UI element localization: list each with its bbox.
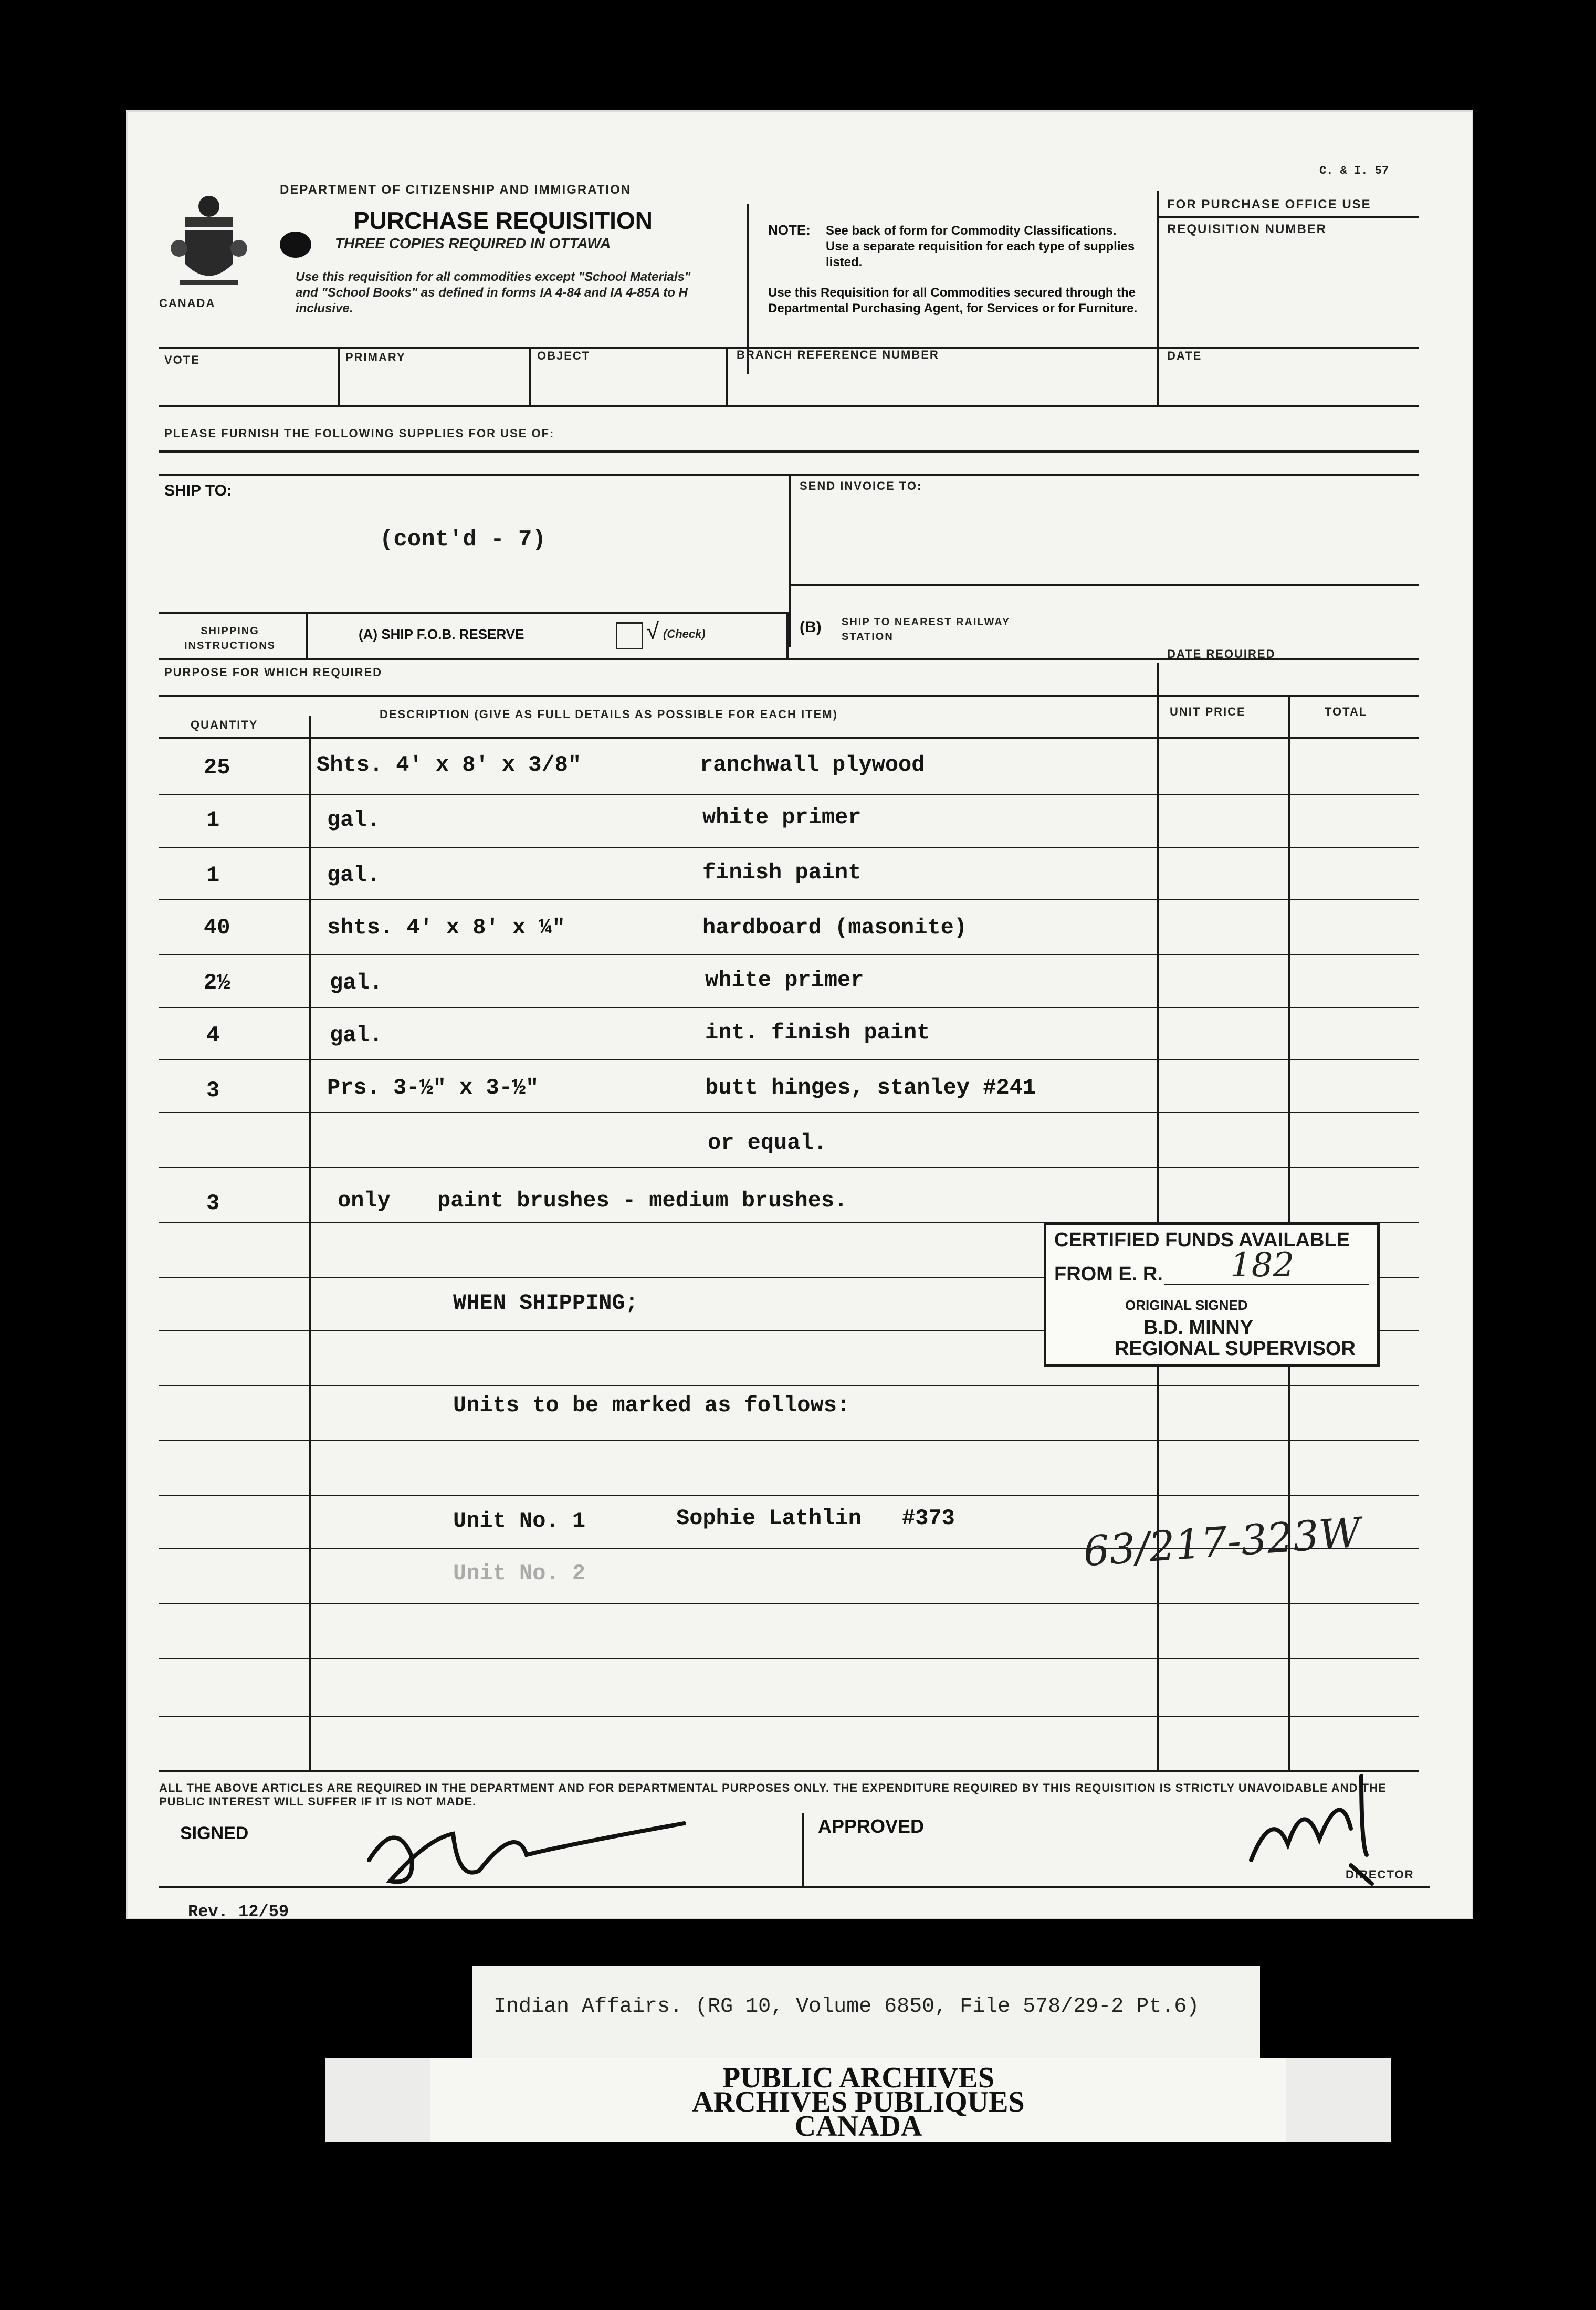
row-unit: gal. — [330, 1023, 383, 1048]
signature-icon — [348, 1792, 716, 1897]
approval-initials-icon — [1241, 1766, 1409, 1892]
furnish-label: PLEASE FURNISH THE FOLLOWING SUPPLIES FOR USE OF: — [164, 427, 555, 440]
row-item: finish paint — [702, 860, 862, 885]
branch-reference-label: BRANCH REFERENCE NUMBER — [737, 348, 939, 361]
canada-coat-of-arms-icon — [170, 191, 248, 290]
stamp-line-3: ORIGINAL SIGNED — [1125, 1297, 1248, 1313]
row-quantity: 3 — [206, 1078, 220, 1103]
unit-1-name: Sophie Lathlin — [676, 1506, 862, 1531]
archives-line-2: ARCHIVES PUBLIQUES — [692, 2086, 1025, 2118]
row-item: or equal. — [708, 1130, 827, 1156]
row-quantity: 1 — [206, 863, 220, 888]
note-text-2: Use this Requisition for all Commodities secured through the Departmental Purchasing Agent, for Services or for Furniture. — [768, 286, 1138, 316]
row-quantity: 3 — [206, 1191, 220, 1216]
department-name: DEPARTMENT OF CITIZENSHIP AND IMMIGRATION — [280, 183, 632, 197]
check-mark: √ — [646, 618, 659, 644]
row-item: hardboard (masonite) — [702, 915, 968, 940]
unit-1-number: #373 — [902, 1506, 955, 1531]
unit-price-header: UNIT PRICE — [1170, 705, 1246, 718]
vote-label: VOTE — [164, 353, 200, 366]
archives-line-3: CANADA — [794, 2110, 922, 2143]
country-label: CANADA — [159, 297, 216, 310]
row-item: ranchwall plywood — [700, 752, 925, 778]
purchase-office-use: FOR PURCHASE OFFICE USE — [1167, 197, 1371, 212]
shipping-instructions-label: SHIPPING INSTRUCTIONS — [184, 625, 276, 652]
row-unit: gal. — [330, 970, 383, 995]
revision-label: Rev. 12/59 — [188, 1902, 289, 1922]
director-label: DIRECTOR — [1346, 1868, 1414, 1881]
declaration: ALL THE ABOVE ARTICLES ARE REQUIRED IN THE DEPARTMENT AND FOR DEPARTMENTAL PURPOSES ONLY. THE EXPENDITURE REQUIRED BY THIS REQUISITION IS STRICTLY UNAVOIDABLE AND THE PUBLIC INTEREST WILL SUFFER IF IT IS NOT MADE. — [159, 1781, 1387, 1808]
date-label: DATE — [1167, 349, 1202, 362]
row-unit: only — [338, 1188, 391, 1213]
row-item: white primer — [702, 805, 862, 830]
option-b-label: SHIP TO NEAREST RAILWAY STATION — [842, 616, 1010, 643]
row-quantity: 40 — [204, 915, 230, 940]
row-item: butt hinges, stanley #241 — [705, 1075, 1036, 1100]
check-label: (Check) — [663, 627, 706, 640]
object-label: OBJECT — [537, 349, 591, 362]
archive-reference-text: Indian Affairs. (RG 10, Volume 6850, File 578/29-2 Pt.6) — [494, 1995, 1200, 2019]
units-marked-note: Units to be marked as follows: — [453, 1393, 850, 1418]
row-item: paint brushes - medium brushes. — [437, 1188, 848, 1213]
stamp-line-2: FROM E. R. — [1054, 1263, 1163, 1285]
row-quantity: 1 — [206, 807, 220, 833]
purpose-label: PURPOSE FOR WHICH REQUIRED — [164, 666, 383, 679]
handwritten-reference: 63/217-323W — [1082, 1509, 1363, 1576]
shipping-heading: WHEN SHIPPING; — [453, 1290, 638, 1316]
unit-2-struck: Unit No. 2 — [453, 1561, 586, 1586]
primary-label: PRIMARY — [345, 351, 406, 364]
usage-note: Use this requisition for all commodities except "School Materials" and "School Books" as defined in forms IA 4-84 and IA 4-85A to H inclusive. — [296, 270, 691, 316]
fob-reserve-checkbox[interactable] — [616, 622, 643, 649]
note-text-1: See back of form for Commodity Classifications. Use a separate requisition for each type of supplies listed. — [826, 224, 1135, 269]
requisition-form — [126, 110, 1473, 1922]
row-unit: Shts. 4' x 8' x 3/8" — [317, 752, 582, 778]
signed-label: SIGNED — [180, 1823, 249, 1843]
stamp-line-4: B.D. MINNY — [1143, 1317, 1253, 1339]
row-item: int. finish paint — [705, 1020, 930, 1045]
row-unit: shts. 4' x 8' x ¼" — [327, 915, 565, 940]
archive-reference-label — [472, 1966, 1260, 2061]
ship-to-value: (cont'd - 7) — [380, 527, 546, 553]
row-unit: gal. — [327, 807, 380, 833]
description-header: DESCRIPTION (GIVE AS FULL DETAILS AS POSSIBLE FOR EACH ITEM) — [380, 708, 838, 721]
send-invoice-label: SEND INVOICE TO: — [800, 479, 922, 492]
row-quantity: 2½ — [204, 970, 230, 995]
stamp-er-number: 182 — [1230, 1246, 1295, 1285]
option-b-letter: (B) — [800, 618, 822, 636]
stamp-line-1: CERTIFIED FUNDS AVAILABLE — [1054, 1229, 1350, 1251]
date-required-label: DATE REQUIRED — [1167, 647, 1276, 660]
ink-blot — [280, 232, 311, 258]
note-label: NOTE: — [768, 222, 811, 238]
option-a-label: (A) SHIP F.O.B. RESERVE — [359, 626, 524, 642]
row-quantity: 25 — [204, 755, 230, 780]
unit-1-label: Unit No. 1 — [453, 1508, 586, 1534]
copies-note: THREE COPIES REQUIRED IN OTTAWA — [335, 235, 611, 251]
approved-label: APPROVED — [818, 1815, 925, 1837]
stamp-line-5: REGIONAL SUPERVISOR — [1115, 1338, 1356, 1360]
row-item: white primer — [705, 968, 864, 993]
public-archives-banner — [326, 2058, 1391, 2142]
form-title: PURCHASE REQUISITION — [353, 207, 653, 234]
row-quantity: 4 — [206, 1023, 220, 1048]
form-code: C. & I. 57 — [1319, 164, 1389, 177]
total-header: TOTAL — [1325, 705, 1368, 718]
archives-line-1: PUBLIC ARCHIVES — [722, 2062, 995, 2094]
quantity-header: QUANTITY — [191, 718, 258, 731]
ship-to-label: SHIP TO: — [164, 482, 232, 499]
row-unit: Prs. 3-½" x 3-½" — [327, 1075, 539, 1100]
requisition-number-label: REQUISITION NUMBER — [1167, 222, 1327, 236]
row-unit: gal. — [327, 863, 380, 888]
